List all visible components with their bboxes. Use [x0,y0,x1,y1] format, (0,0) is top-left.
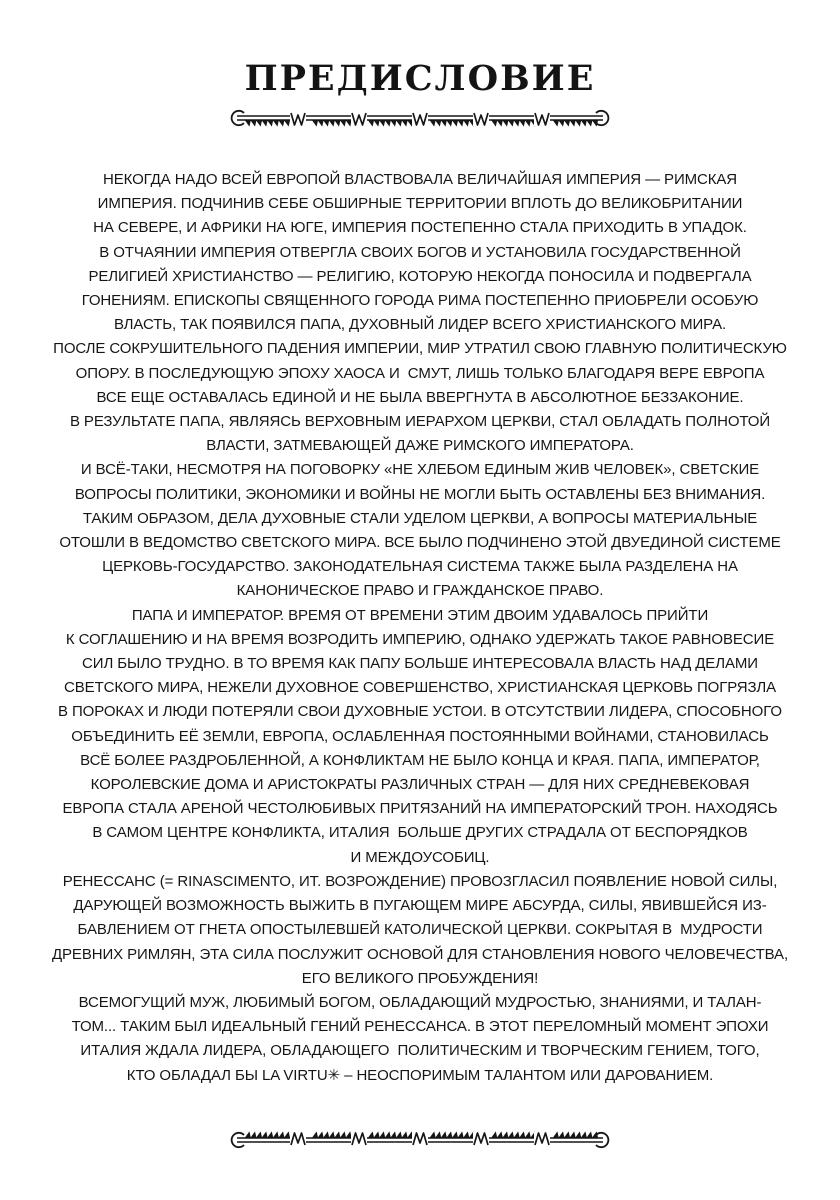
text-line: ОПОРУ. В ПОСЛЕДУЮЩУЮ ЭПОХУ ХАОСА И СМУТ, ЛИШЬ ТОЛЬКО БЛАГОДАРЯ ВЕРЕ ЕВРОПА [75,364,765,382]
text-line: К СОГЛАШЕНИЮ И НА ВРЕМЯ ВОЗРОДИТЬ ИМПЕРИЮ, ОДНАКО УДЕРЖАТЬ ТАКОЕ РАВНОВЕСИЕ [65,630,775,648]
text-line: НЕКОГДА НАДО ВСЕЙ ЕВРОПОЙ ВЛАСТВОВАЛА ВЕЛИЧАЙШАЯ ИМПЕРИЯ — РИМСКАЯ [102,171,738,188]
text-line: ДРЕВНИХ РИМЛЯН, ЭТА СИЛА ПОСЛУЖИТ ОСНОВОЙ ДЛЯ СТАНОВЛЕНИЯ НОВОГО ЧЕЛОВЕЧЕСТВА, [51,945,789,963]
text-line: ВЛАСТЬ, ТАК ПОЯВИЛСЯ ПАПА, ДУХОВНЫЙ ЛИДЕР ВСЕГО ХРИСТИАНСКОГО МИРА. [113,316,727,334]
text-line: ОТОШЛИ В ВЕДОМСТВО СВЕТСКОГО МИРА. ВСЕ БЫЛО ПОДЧИНЕНО ЭТОЙ ДВУЕДИНОЙ СИСТЕМЕ [59,534,781,552]
text-line: ВОПРОСЫ ПОЛИТИКИ, ЭКОНОМИКИ И ВОЙНЫ НЕ МОГЛИ БЫТЬ ОСТАВЛЕНЫ БЕЗ ВНИМАНИЯ. [74,485,766,503]
text-line: ВСЕМОГУЩИЙ МУЖ, ЛЮБИМЫЙ БОГОМ, ОБЛАДАЮЩИЙ МУДРОСТЬЮ, ЗНАНИЯМИ, И ТАЛАН- [78,993,762,1011]
text-line: РЕНЕССАНС (= RINASCIMENTO, ИТ. ВОЗРОЖДЕНИЕ) ПРОВОЗГЛАСИЛ ПОЯВЛЕНИЕ НОВОЙ СИЛЫ, [62,872,778,890]
text-line: ВЛАСТИ, ЗАТМЕВАЮЩЕЙ ДАЖЕ РИМСКОГО ИМПЕРАТОРА. [206,437,634,455]
text-line: ЕВРОПА СТАЛА АРЕНОЙ ЧЕСТОЛЮБИВЫХ ПРИТЯЗАНИЙ НА ИМПЕРАТОРСКИЙ ТРОН. НАХОДЯСЬ [62,800,778,818]
text-line: КАНОНИЧЕСКОЕ ПРАВО И ГРАЖДАНСКОЕ ПРАВО. [236,582,604,600]
text-line: В РЕЗУЛЬТАТЕ ПАПА, ЯВЛЯЯСЬ ВЕРХОВНЫМ ИЕРАРХОМ ЦЕРКВИ, СТАЛ ОБЛАДАТЬ ПОЛНОТОЙ [69,413,771,431]
text-line: ВСЕ ЕЩЕ ОСТАВАЛАСЬ ЕДИНОЙ И НЕ БЫЛА ВВЕРГНУТА В АБСОЛЮТНОЕ БЕЗЗАКОНИЕ. [96,388,744,406]
text-line: ИТАЛИЯ ЖДАЛА ЛИДЕРА, ОБЛАДАЮЩЕГО ПОЛИТИЧЕСКИМ И ТВОРЧЕСКИМ ГЕНИЕМ, ТОГО, [80,1042,760,1060]
text-line: СВЕТСКОГО МИРА, НЕЖЕЛИ ДУХОВНОЕ СОВЕРШЕНСТВО, ХРИСТИАНСКАЯ ЦЕРКОВЬ ПОГРЯЗЛА [64,679,776,697]
text-line: И МЕЖДОУСОБИЦ. [350,848,490,866]
text-line: БАВЛЕНИЕМ ОТ ГНЕТА ОПОСТЫЛЕВШЕЙ КАТОЛИЧЕСКОЙ ЦЕРКВИ. СОКРЫТАЯ В МУДРОСТИ [77,921,763,939]
text-line: ВСЁ БОЛЕЕ РАЗДРОБЛЕННОЙ, А КОНФЛИКТАМ НЕ БЫЛО КОНЦА И КРАЯ. ПАПА, ИМПЕРАТОР, [80,751,760,769]
text-line: В ПОРОКАХ И ЛЮДИ ПОТЕРЯЛИ СВОИ ДУХОВНЫЕ УСТОИ. В ОТСУТСТВИИ ЛИДЕРА, СПОСОБНОГО [58,703,782,721]
text-line: ТОМ... ТАКИМ БЫЛ ИДЕАЛЬНЫЙ ГЕНИЙ РЕНЕССАНСА. В ЭТОТ ПЕРЕЛОМНЫЙ МОМЕНТ ЭПОХИ [71,1018,769,1036]
preface-text [0,168,840,1088]
text-line: ПАПА И ИМПЕРАТОР. ВРЕМЯ ОТ ВРЕМЕНИ ЭТИМ ДВОИМ УДАВАЛОСЬ ПРИЙТИ [131,606,709,624]
text-line: РЕЛИГИЕЙ ХРИСТИАНСТВО — РЕЛИГИЮ, КОТОРУЮ НЕКОГДА ПОНОСИЛА И ПОДВЕРГАЛА [88,267,752,285]
text-line: ЦЕРКОВЬ-ГОСУДАРСТВО. ЗАКОНОДАТЕЛЬНАЯ СИСТЕМА ТАКЖЕ БЫЛА РАЗДЕЛЕНА НА [102,558,738,576]
text-line: ЕГО ВЕЛИКОГО ПРОБУЖДЕНИЯ! [301,969,539,987]
text-line: СИЛ БЫЛО ТРУДНО. В ТО ВРЕМЯ КАК ПАПУ БОЛЬШЕ ИНТЕРЕСОВАЛА ВЛАСТЬ НАД ДЕЛАМИ [82,655,758,673]
text-line: КТО ОБЛАДАЛ БЫ LA VIRTU✳ – НЕОСПОРИМЫМ ТАЛАНТОМ ИЛИ ДАРОВАНИЕМ. [126,1066,714,1084]
text-line: ПОСЛЕ СОКРУШИТЕЛЬНОГО ПАДЕНИЯ ИМПЕРИИ, МИР УТРАТИЛ СВОЮ ГЛАВНУЮ ПОЛИТИЧЕСКУЮ [53,340,787,358]
text-line: ДАРУЮЩЕЙ ВОЗМОЖНОСТЬ ВЫЖИТЬ В ПУГАЮЩЕМ МИРЕ АБСУРДА, СИЛЫ, ЯВИВШЕЙСЯ ИЗ- [73,897,767,915]
text-line: В ОТЧАЯНИИ ИМПЕРИЯ ОТВЕРГЛА СВОИХ БОГОВ И УСТАНОВИЛА ГОСУДАРСТВЕННОЙ [99,243,741,261]
text-line: В САМОМ ЦЕНТРЕ КОНФЛИКТА, ИТАЛИЯ БОЛЬШЕ ДРУГИХ СТРАДАЛА ОТ БЕСПОРЯДКОВ [92,824,748,842]
text-line: И ВСЁ-ТАКИ, НЕСМОТРЯ НА ПОГОВОРКУ «НЕ ХЛЕБОМ ЕДИНЫМ ЖИВ ЧЕЛОВЕК», СВЕТСКИЕ [80,461,760,479]
text-line: ТАКИМ ОБРАЗОМ, ДЕЛА ДУХОВНЫЕ СТАЛИ УДЕЛОМ ЦЕРКВИ, А ВОПРОСЫ МАТЕРИАЛЬНЫЕ [82,509,758,527]
text-line: НА СЕВЕРЕ, И АФРИКИ НА ЮГЕ, ИМПЕРИЯ ПОСТЕПЕННО СТАЛА ПРИХОДИТЬ В УПАДОК. [93,219,747,237]
text-line: ИМПЕРИЯ. ПОДЧИНИВ СЕБЕ ОБШИРНЫЕ ТЕРРИТОРИИ ВПЛОТЬ ДО ВЕЛИКОБРИТАНИИ [97,195,743,213]
text-line: КОРОЛЕВСКИЕ ДОМА И АРИСТОКРАТЫ РАЗЛИЧНЫХ СТРАН — ДЛЯ НИХ СРЕДНЕВЕКОВАЯ [90,776,750,794]
page-title: ПРЕДИСЛОВИЕ [244,58,596,99]
text-line: ГОНЕНИЯМ. ЕПИСКОПЫ СВЯЩЕННОГО ГОРОДА РИМА ПОСТЕПЕННО ПРИОБРЕЛИ ОСОБУЮ [81,292,759,310]
text-line: ОБЪЕДИНИТЬ ЕЁ ЗЕМЛИ, ЕВРОПА, ОСЛАБЛЕННАЯ ПОСТОЯННЫМИ ВОЙНАМИ, СТАНОВИЛАСЬ [71,727,769,745]
ornamental-divider-top [223,108,617,130]
ornamental-divider-bottom [223,1128,617,1150]
